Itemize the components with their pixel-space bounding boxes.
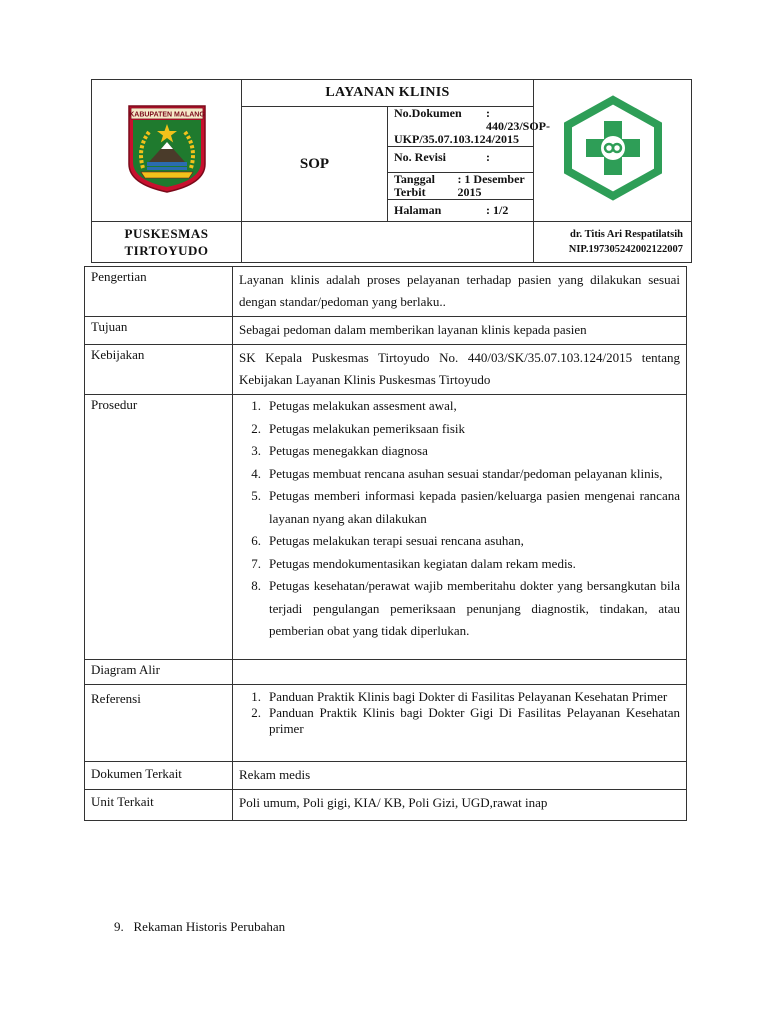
puskesmas-line2: TIRTOYUDO bbox=[124, 243, 209, 258]
footer-note bbox=[114, 919, 285, 935]
no-dokumen-value: : 440/23/SOP- bbox=[486, 106, 551, 133]
row-prosedur bbox=[85, 395, 687, 660]
sop-content-table bbox=[84, 266, 687, 821]
prosedur-item-text: Petugas memberi informasi kepada pasien/keluarga pasien mengenai rancana layanan nyang akan dilakukan bbox=[269, 488, 680, 526]
dokumen-label: Dokumen Terkait bbox=[85, 762, 233, 790]
signer-name: dr. Titis Ari Respatilatsih bbox=[570, 229, 683, 240]
dokumen-text: Rekam medis bbox=[233, 762, 687, 790]
prosedur-item-number: 6. bbox=[251, 533, 261, 548]
prosedur-item-text: Petugas mendokumentasikan kegiatan dalam rekam medis. bbox=[269, 555, 576, 571]
tanggal-value: : 1 Desember 2015 bbox=[457, 172, 525, 199]
prosedur-item-number: 3. bbox=[251, 443, 261, 458]
referensi-item bbox=[239, 705, 680, 737]
regency-emblem-cell bbox=[92, 80, 242, 222]
prosedur-item-number: 1. bbox=[251, 398, 261, 413]
row-unit bbox=[85, 790, 687, 821]
document-title: LAYANAN KLINIS bbox=[242, 80, 534, 107]
unit-label: Unit Terkait bbox=[85, 790, 233, 821]
puskesmas-name bbox=[92, 222, 242, 263]
sop-header-table bbox=[91, 79, 692, 263]
no-dokumen-value-cont: UKP/35.07.103.124/2015 bbox=[394, 132, 519, 146]
row-tujuan bbox=[85, 317, 687, 345]
prosedur-list bbox=[239, 395, 680, 643]
halaman-label: Halaman bbox=[394, 203, 442, 217]
kebijakan-text: SK Kepala Puskesmas Tirtoyudo No. 440/03/SK/35.07.103.124/2015 tentang Kebijakan Layanan Klinis Puskesmas Tirtoyudo bbox=[233, 345, 687, 395]
signer-block bbox=[534, 222, 692, 263]
tanggal-label: Tanggal Terbit bbox=[394, 172, 435, 199]
prosedur-cell bbox=[233, 395, 687, 660]
tujuan-text: Sebagai pedoman dalam memberikan layanan klinis kepada pasien bbox=[233, 317, 687, 345]
no-dokumen-row bbox=[388, 106, 551, 147]
footer-text: Rekaman Historis Perubahan bbox=[133, 919, 286, 934]
puskesmas-logo-cell bbox=[534, 80, 692, 222]
prosedur-item bbox=[239, 440, 680, 463]
row-diagram bbox=[85, 660, 687, 685]
referensi-item-number: 2. bbox=[251, 705, 261, 720]
row-kebijakan bbox=[85, 345, 687, 395]
header-empty-cell bbox=[242, 222, 534, 263]
referensi-item-text: Panduan Praktik Klinis bagi Dokter di Fasilitas Pelayanan Kesehatan Primer bbox=[269, 689, 668, 704]
prosedur-item-number: 5. bbox=[251, 488, 261, 503]
prosedur-item-number: 8. bbox=[251, 578, 261, 593]
no-dokumen-label: No.Dokumen bbox=[394, 106, 462, 120]
prosedur-item-text: Petugas melakukan assesment awal, bbox=[269, 398, 457, 413]
no-revisi-value: : bbox=[486, 150, 490, 164]
diagram-text bbox=[233, 660, 687, 685]
prosedur-item-text: Petugas membuat rencana asuhan sesuai standar/pedoman pelayanan klinis, bbox=[269, 465, 663, 481]
tanggal-row bbox=[388, 173, 534, 200]
referensi-item-number: 1. bbox=[251, 689, 261, 704]
prosedur-item bbox=[239, 575, 680, 643]
prosedur-item-text: Petugas melakukan terapi sesuai rencana asuhan, bbox=[269, 533, 524, 548]
referensi-cell bbox=[233, 685, 687, 762]
halaman-value: : 1/2 bbox=[486, 203, 509, 217]
diagram-label: Diagram Alir bbox=[85, 660, 233, 685]
halaman-row bbox=[388, 200, 534, 222]
emblem-caption: KABUPATEN MALANG bbox=[128, 111, 205, 119]
puskesmas-line1: PUSKESMAS bbox=[124, 226, 209, 241]
signer-nip: NIP.197305242002122007 bbox=[568, 244, 683, 255]
row-dokumen bbox=[85, 762, 687, 790]
footer-number: 9. bbox=[114, 919, 124, 934]
row-pengertian bbox=[85, 267, 687, 317]
pengertian-text: Layanan klinis adalah proses pelayanan terhadap pasien yang dilakukan sesuai dengan standar/pedoman yang berlaku.. bbox=[233, 267, 687, 317]
row-referensi bbox=[85, 685, 687, 762]
referensi-item-text: Panduan Praktik Klinis bagi Dokter Gigi Di Fasilitas Pelayanan Kesehatan primer bbox=[269, 705, 680, 736]
prosedur-item bbox=[239, 418, 680, 441]
puskesmas-logo-icon bbox=[560, 95, 666, 201]
sop-label: SOP bbox=[242, 107, 388, 222]
prosedur-item-text: Petugas melakukan pemeriksaan fisik bbox=[269, 420, 466, 436]
prosedur-item-text: Petugas menegakkan diagnosa bbox=[269, 443, 428, 458]
referensi-item bbox=[239, 689, 680, 705]
prosedur-item-text: Petugas kesehatan/perawat wajib memberitahu dokter yang bersangkutan bila terjadi pengulangan pemeriksaan penunjang diagnostik, tindakan, atau pemberian obat yang tidak diperlukan. bbox=[269, 578, 680, 638]
referensi-list bbox=[239, 689, 680, 737]
prosedur-item-number: 4. bbox=[251, 465, 261, 481]
prosedur-item-number: 2. bbox=[251, 420, 261, 436]
kebijakan-label: Kebijakan bbox=[85, 345, 233, 395]
tujuan-label: Tujuan bbox=[85, 317, 233, 345]
no-revisi-row bbox=[388, 147, 534, 173]
no-revisi-label: No. Revisi bbox=[394, 150, 446, 164]
prosedur-item bbox=[239, 485, 680, 530]
prosedur-label: Prosedur bbox=[85, 395, 233, 660]
prosedur-item bbox=[239, 463, 680, 486]
unit-text: Poli umum, Poli gigi, KIA/ KB, Poli Gizi, UGD,rawat inap bbox=[233, 790, 687, 821]
prosedur-item bbox=[239, 530, 680, 553]
prosedur-item-number: 7. bbox=[251, 555, 261, 571]
prosedur-item bbox=[239, 553, 680, 576]
pengertian-label: Pengertian bbox=[85, 267, 233, 317]
prosedur-item bbox=[239, 395, 680, 418]
referensi-label: Referensi bbox=[85, 685, 233, 762]
kabupaten-malang-emblem-icon bbox=[125, 102, 209, 194]
